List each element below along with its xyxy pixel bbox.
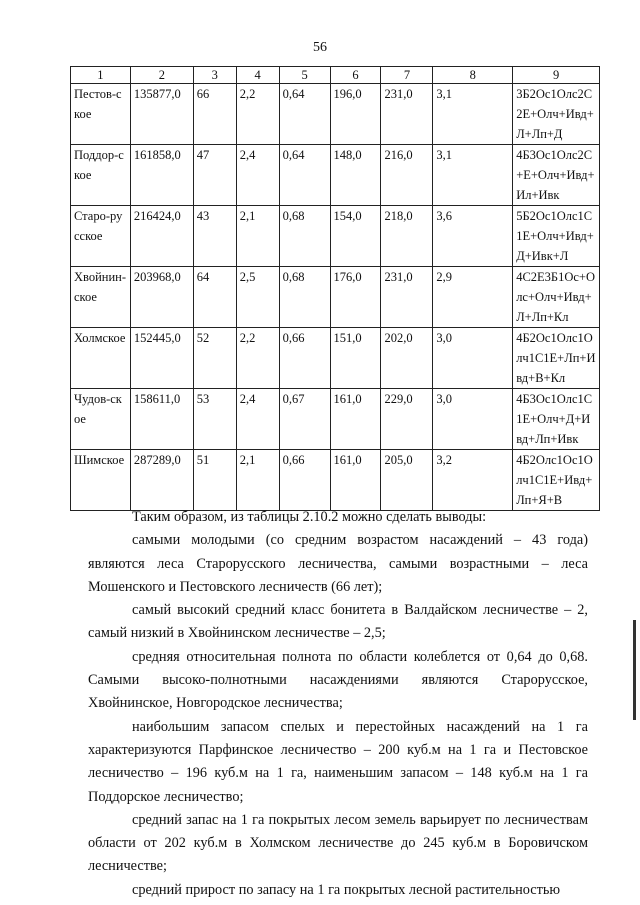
table-header-row: [71, 67, 600, 84]
column-header: 8: [433, 67, 513, 84]
conclusions-text: [88, 506, 588, 902]
table-cell: 4Б3Ос1Олс2С+Е+Олч+Ивд+Ил+Ивк: [513, 145, 600, 206]
forestry-name-cell: Холмское: [71, 328, 131, 389]
table-cell: 0,68: [279, 267, 330, 328]
column-header: 1: [71, 67, 131, 84]
table-cell: 4Б2Ос1Олс1Олч1С1Е+Лп+Ивд+В+Кл: [513, 328, 600, 389]
table-cell: 196,0: [330, 84, 381, 145]
table-row: [71, 450, 600, 511]
table-cell: 51: [193, 450, 236, 511]
table-cell: 158611,0: [130, 389, 193, 450]
forestry-name-cell: Хвойнин-ское: [71, 267, 131, 328]
table-cell: 4Б2Олс1Ос1Олч1С1Е+Ивд+Лп+Я+В: [513, 450, 600, 511]
table-cell: 216,0: [381, 145, 433, 206]
forestry-name-cell: Старо-русское: [71, 206, 131, 267]
table-cell: 3,2: [433, 450, 513, 511]
paragraph: наибольшим запасом спелых и перестойных насаждений на 1 га характеризуются Парфинское лесничество – 200 куб.м на 1 га и Пестовское лесничество – 196 куб.м на 1 га, наименьшим запасом – 148 куб.м на 1 га Поддорское лесничество;: [88, 718, 588, 805]
table-cell: 2,2: [236, 84, 279, 145]
table-cell: 66: [193, 84, 236, 145]
table-cell: 0,68: [279, 206, 330, 267]
table-cell: 231,0: [381, 84, 433, 145]
table-cell: 231,0: [381, 267, 433, 328]
column-header: 4: [236, 67, 279, 84]
table-cell: 202,0: [381, 328, 433, 389]
table-cell: 43: [193, 206, 236, 267]
table-cell: 161858,0: [130, 145, 193, 206]
forestry-table: [70, 66, 600, 511]
page-number: 56: [313, 40, 327, 55]
paragraph: средний прирост по запасу на 1 га покрытых лесной растительностью: [132, 881, 561, 898]
table-cell: 4Б3Ос1Олс1С1Е+Олч+Д+Ивд+Лп+Ивк: [513, 389, 600, 450]
table-cell: 64: [193, 267, 236, 328]
table-cell: 2,1: [236, 450, 279, 511]
forestry-name-cell: Поддор-ское: [71, 145, 131, 206]
table-cell: 205,0: [381, 450, 433, 511]
table-cell: 52: [193, 328, 236, 389]
table-row: [71, 206, 600, 267]
table-row: [71, 389, 600, 450]
column-header: 5: [279, 67, 330, 84]
table-cell: 0,67: [279, 389, 330, 450]
table-cell: 0,64: [279, 84, 330, 145]
table-cell: 2,5: [236, 267, 279, 328]
table-cell: 0,66: [279, 328, 330, 389]
table-row: [71, 84, 600, 145]
table-cell: 47: [193, 145, 236, 206]
table-cell: 152445,0: [130, 328, 193, 389]
table-cell: 216424,0: [130, 206, 193, 267]
forestry-name-cell: Пестов-ское: [71, 84, 131, 145]
table-cell: 2,4: [236, 145, 279, 206]
table-cell: 2,9: [433, 267, 513, 328]
forestry-name-cell: Чудов-ское: [71, 389, 131, 450]
table-cell: 3,0: [433, 389, 513, 450]
paragraph: Таким образом, из таблицы 2.10.2 можно сделать выводы:: [132, 509, 487, 525]
table-cell: 161,0: [330, 450, 381, 511]
paragraph: самый высокий средний класс бонитета в Валдайском лесничестве – 2, самый низкий в Хвойнинском лесничестве – 2,5;: [88, 602, 588, 642]
table-cell: 3,6: [433, 206, 513, 267]
table-cell: 0,64: [279, 145, 330, 206]
scan-edge-mark: [633, 620, 636, 720]
table-cell: 3Б2Ос1Олс2С2Е+Олч+Ивд+Л+Лп+Д: [513, 84, 600, 145]
table-cell: 53: [193, 389, 236, 450]
table-cell: 2,2: [236, 328, 279, 389]
table-cell: 3,1: [433, 145, 513, 206]
column-header: 7: [381, 67, 433, 84]
table-cell: 3,1: [433, 84, 513, 145]
table-cell: 218,0: [381, 206, 433, 267]
table-cell: 203968,0: [130, 267, 193, 328]
table-cell: 287289,0: [130, 450, 193, 511]
forestry-name-cell: Шимское: [71, 450, 131, 511]
column-header: 3: [193, 67, 236, 84]
column-header: 6: [330, 67, 381, 84]
table-cell: 229,0: [381, 389, 433, 450]
table-cell: 2,4: [236, 389, 279, 450]
column-header: 9: [513, 67, 600, 84]
table-cell: 148,0: [330, 145, 381, 206]
table-cell: 135877,0: [130, 84, 193, 145]
table-row: [71, 267, 600, 328]
table-cell: 161,0: [330, 389, 381, 450]
table-cell: 5Б2Ос1Олс1С1Е+Олч+Ивд+Д+Ивк+Л: [513, 206, 600, 267]
column-header: 2: [130, 67, 193, 84]
table-cell: 154,0: [330, 206, 381, 267]
table-row: [71, 145, 600, 206]
table-cell: 2,1: [236, 206, 279, 267]
table-cell: 3,0: [433, 328, 513, 389]
table-cell: 0,66: [279, 450, 330, 511]
table-cell: 4С2Е3Б1Ос+Олс+Олч+Ивд+Л+Лп+Кл: [513, 267, 600, 328]
table-cell: 176,0: [330, 267, 381, 328]
table-row: [71, 328, 600, 389]
paragraph: самыми молодыми (со средним возрастом насаждений – 43 года) являются леса Старорусского лесничества, самыми возрастными – леса Мошенского и Пестовского лесничеств (66 лет);: [88, 532, 588, 595]
paragraph: средняя относительная полнота по области колеблется от 0,64 до 0,68. Самыми высоко-полнотными насаждениями являются Старорусское, Хвойнинское, Новгородское лесничества;: [88, 648, 588, 712]
table-cell: 151,0: [330, 328, 381, 389]
paragraph: средний запас на 1 га покрытых лесом земель варьирует по лесничествам области от 202 куб.м в Холмском лесничестве до 245 куб.м в Боровичском лесничестве;: [88, 811, 588, 875]
